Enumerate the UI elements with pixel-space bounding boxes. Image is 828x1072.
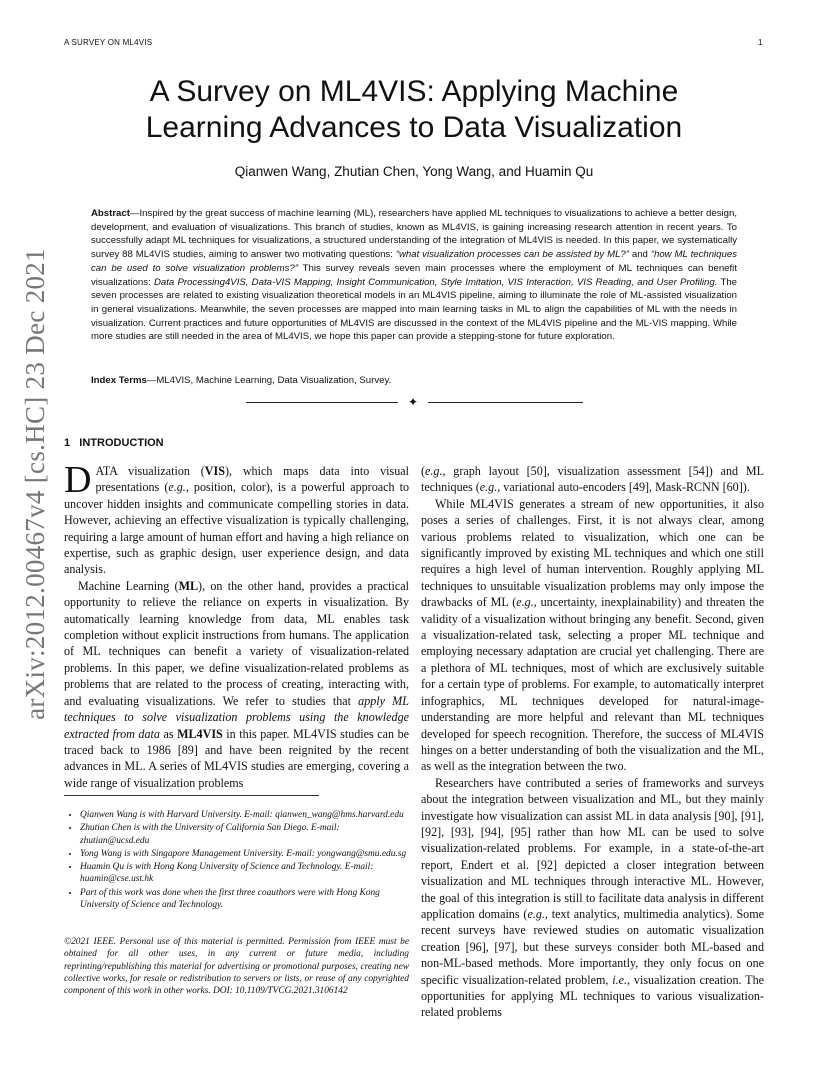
author-footnotes xyxy=(64,809,409,912)
abstract-question-1: “what visualization processes can be assisted by ML?” xyxy=(395,249,629,261)
rc-p0-c: , variational auto-encoders [49], Mask-RCNN [60]). xyxy=(497,480,750,495)
footnote-item: • Huamin Qu is with Hong Kong University of Science and Technology. E-mail: huamin@cse.ust.hk xyxy=(80,861,409,886)
rc-eg-3: e.g. xyxy=(516,595,534,610)
running-head: A SURVEY ON ML4VIS xyxy=(64,38,153,47)
rc-p0-b: , graph layout [50], visualization assessment [54]) and ML techniques ( xyxy=(421,464,764,495)
abstract-text-2: This survey reveals seven main processes where the employment of ML techniques can benefit visualizations: xyxy=(91,262,737,288)
copyright-notice: ©2021 IEEE. Personal use of this material is permitted. Permission from IEEE must be obtained for all other uses, in any current or future media, including reprinting/republishing this material for advertising or promotional purposes, creating new collective works, for resale or redistribution to servers or lists, or reuse of any copyrighted component of this work in other works. DOI: 10.1109/TVCG.2021.3106142 xyxy=(64,937,409,997)
footnote-item: • Zhutian Chen is with the University of California San Diego. E-mail: zhutian@ucsd.edu xyxy=(80,822,409,847)
index-terms-label: Index Terms xyxy=(91,375,147,386)
intro-p1-a: ATA visualization ( xyxy=(95,464,205,478)
intro-paragraph-3 xyxy=(421,463,764,496)
abstract-label: Abstract xyxy=(91,208,130,219)
intro-paragraph-4 xyxy=(421,496,764,775)
rc-p2-a: Researchers have contributed a series of frameworks and surveys about the integration between visualization and ML, but they mainly investigate how visualization can assist ML in data analysis [90], [91], [92], [93], [94], [95] rather than how ML can be used to solve visualization-related problems. For example, in a state-of-the-art report, Endert et al. [92] depicted a closer integration between visualization and ML techniques through interactive ML. However, the goal of this integration is still to facilitate data analysis in different application domains ( xyxy=(421,775,764,921)
section-heading xyxy=(64,437,164,449)
section-title-rest: NTRODUCTION xyxy=(82,437,164,449)
rc-p1-b: , uncertainty, inexplainability) and threaten the validity of a visualization without bringing any benefit. Second, given a visualization-related task, selecting a proper ML technique and employing necessary adaptation are crucial yet challenging. There are a plethora of ML techniques, most of which are exclusively suitable for a certain type of problems. For example, to automatically interpret infographics, ML techniques developed for natural-image-understanding are more helpful and relevant than ML techniques developed for speech recognition. Therefore, the success of ML4VIS hinges on a better understanding of both the visualization and the ML, as well as the integration between the two. xyxy=(421,595,765,774)
abstract xyxy=(91,207,737,344)
separator-rule-right xyxy=(428,402,583,403)
footnote-rule xyxy=(64,795,319,796)
abstract-processes: Data Processing4VIS, Data-VIS Mapping, Insight Communication, Style Imitation, VIS Interaction, VIS Reading, and User Profiling. xyxy=(153,276,718,288)
rc-p2-c: , visualization creation. The opportunities for applying ML techniques to various visualization-related problems xyxy=(421,972,764,1020)
index-terms xyxy=(91,375,737,386)
right-column xyxy=(421,463,764,1021)
paper-title xyxy=(64,74,764,146)
index-terms-text: —ML4VIS, Machine Learning, Data Visualization, Survey. xyxy=(146,375,392,386)
intro-p2-c: in this paper. ML4VIS studies can be traced back to 1986 [89] and have been reignited by the recent advances in ML. A series of ML4VIS studies are emerging, covering a wide range of visualization problems xyxy=(64,726,409,790)
rc-p1-a: While ML4VIS generates a stream of new opportunities, it also poses a series of challenges. First, it is not always clear, among various problems related to visualization, which one can be significantly improved by existing ML techniques and which one still requires a high level of human intervention. Roughly applying ML techniques to unsuitable visualization problems may only impose the drawbacks of ML ( xyxy=(421,496,764,610)
section-title-initial: I xyxy=(79,437,83,449)
footnote-item: • Part of this work was done when the first three coauthors were with Hong Kong University of Science and Technology. xyxy=(80,887,409,912)
intro-ml-term: ML xyxy=(178,578,199,593)
rc-ie: i.e. xyxy=(612,972,628,987)
rc-eg-1: e.g. xyxy=(425,464,443,478)
rc-p2-b: , text analytics, multimedia analytics). Some recent surveys have reviewed studies on automatic visualization creation [96], [97], but these surveys consider both ML-based and non-ML-based methods. More importantly, they only focus on one specific visualization-related problem, xyxy=(421,906,764,987)
intro-ml4vis-term: ML4VIS xyxy=(177,726,223,741)
rc-eg-2: e.g. xyxy=(479,480,498,495)
separator-ornament: ✦ xyxy=(408,395,419,409)
paper-title-line-1: A Survey on ML4VIS: Applying Machine xyxy=(149,75,679,108)
rc-p0-a: ( xyxy=(421,464,426,478)
intro-p1-b: ), which maps data into visual presentations ( xyxy=(95,464,409,495)
section-number: 1 xyxy=(64,437,71,449)
intro-paragraph-5 xyxy=(421,775,764,1021)
intro-paragraph-1 xyxy=(64,459,409,578)
intro-paragraph-2 xyxy=(64,578,409,791)
paper-title-line-2: Learning Advances to Data Visualization xyxy=(145,111,683,144)
abstract-and: and xyxy=(628,249,651,261)
abstract-question-2: “how ML techniques can be used to solve visualization problems?” xyxy=(91,249,737,274)
arxiv-stamp: arXiv:2012.00467v4 [cs.HC] 23 Dec 2021 xyxy=(20,248,50,720)
intro-eg: e.g. xyxy=(168,480,186,495)
abstract-text-3: The seven processes are related to existing visualization theoretical models in an ML4VIS pipeline, aiming to illuminate the role of ML-assisted visualization in general visualizations. Meanwhile, the seven processes are mapped into main learning tasks in ML to align the capabilities of ML with the needs in visualization. Current practices and future opportunities of ML4VIS are discussed in the context of the ML4VIS pipeline and the ML-VIS mapping. While more studies are still needed in the area of ML4VIS, we hope this paper can provide a stepping-stone for future exploration. xyxy=(91,276,738,343)
footnote-item: • Yong Wang is with Singapore Management University. E-mail: yongwang@smu.edu.sg xyxy=(80,848,409,860)
left-column xyxy=(64,459,409,791)
intro-p2-as: as xyxy=(159,726,178,741)
intro-p1-c: , position, color), is a powerful approach to uncover hidden insights and communicate compelling stories in data. However, achieving an effective visualization is typically challenging, requiring a large amount of human effort and having a high reliance on expertise, such as graphic design, user experience design, and data analysis. xyxy=(64,480,409,577)
intro-p2-b: ), on the other hand, provides a practical opportunity to relieve the reliance on experts in visualization. By automatically learning knowledge from data, ML enables task completion without explicit instructions from humans. The application of ML techniques can benefit a variety of visualization-related problems. In this paper, we define visualization-related problems as problems that are related to the process of creating, interacting with, and evaluating visualizations. We refer to studies that xyxy=(64,578,409,708)
page-number: 1 xyxy=(758,38,763,47)
intro-vis-term: VIS xyxy=(204,464,225,478)
author-list: Qianwen Wang, Zhutian Chen, Yong Wang, and Huamin Qu xyxy=(234,164,594,179)
intro-p2-emphasis: apply ML techniques to solve visualization problems using the knowledge extracted from data xyxy=(64,693,409,741)
abstract-text-1: —Inspired by the great success of machine learning (ML), researchers have applied ML techniques to visualizations to achieve a better design, development, and evaluation of visualizations. This branch of studies, known as ML4VIS, is gaining increasing research attention in recent years. To successfully adapt ML techniques for visualizations, a structured understanding of the integration of ML4VIS is needed. In this paper, we systematically survey 88 ML4VIS studies, aiming to answer two motivating questions: xyxy=(91,208,737,261)
rc-eg-4: e.g. xyxy=(527,906,545,921)
intro-p2-a: Machine Learning ( xyxy=(78,578,179,593)
separator-rule-left xyxy=(246,402,398,403)
footnote-item: • Qianwen Wang is with Harvard University. E-mail: qianwen_wang@hms.harvard.edu xyxy=(80,809,409,821)
drop-cap: D xyxy=(64,459,92,501)
